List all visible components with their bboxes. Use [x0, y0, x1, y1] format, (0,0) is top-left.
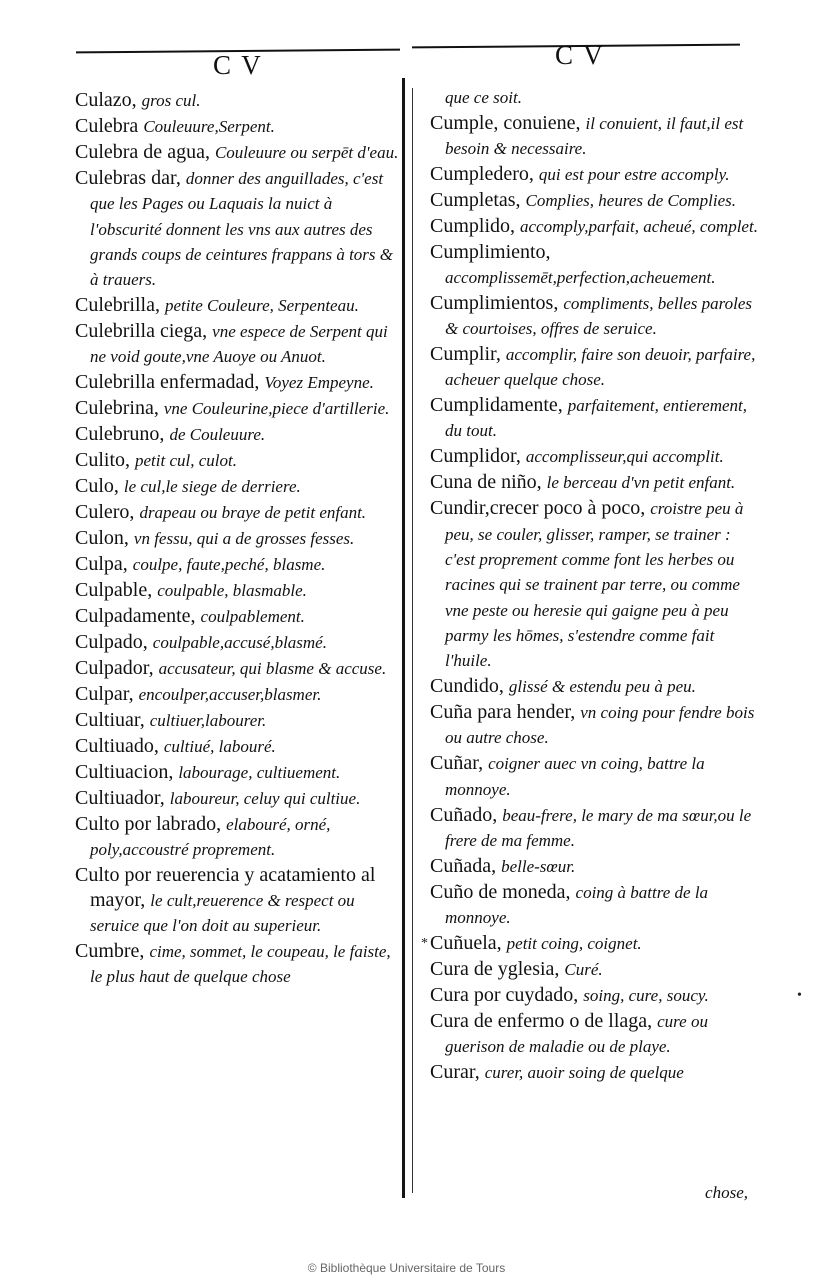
translation: coulpable, blasmable.: [157, 581, 307, 601]
headword: Culebrilla,: [75, 294, 165, 317]
translation: accomply,parfait, acheué, complet.: [520, 217, 758, 237]
headword: Cumplir,: [430, 342, 506, 365]
translation: Curé.: [564, 960, 603, 980]
translation: cime, sommet, le coupeau, le faiste, le plus haut de quelque chose: [90, 941, 391, 987]
headword: Culebra: [75, 114, 144, 137]
translation: beau-frere, le mary de ma sœur,ou le frere de ma femme.: [445, 805, 752, 850]
headword: Cuñar,: [430, 752, 489, 775]
translation: accomplissemēt,perfection,acheuement.: [445, 267, 716, 287]
right-column: [430, 86, 760, 1086]
dictionary-entry: [430, 803, 760, 854]
headword: Cumplimientos,: [430, 291, 564, 314]
dictionary-entry: [75, 293, 405, 318]
dictionary-entry: [430, 957, 760, 982]
dictionary-entry: [75, 422, 405, 447]
dictionary-entry: [430, 674, 760, 699]
dictionary-entry: [430, 214, 760, 239]
headword: Culebrina,: [75, 397, 164, 420]
translation: soing, cure, soucy.: [583, 986, 709, 1006]
headword: Culpable,: [75, 579, 158, 602]
dictionary-entry: [75, 578, 405, 603]
dictionary-entry: [430, 854, 760, 879]
dictionary-entry: [75, 552, 405, 577]
translation: gros cul.: [141, 91, 201, 110]
headword: Culpador,: [75, 657, 159, 680]
translation: vne espece de Serpent qui ne void goute,vne Auoye ou Anuot.: [90, 322, 388, 367]
dictionary-entry: [430, 983, 760, 1008]
translation: le cult,reuerence & respect ou seruice que l'on doit au superieur.: [90, 890, 355, 935]
headword: Culebrilla ciega,: [75, 320, 213, 343]
translation: glissé & estendu peu à peu.: [508, 677, 696, 697]
dictionary-entry: [75, 396, 405, 421]
dictionary-entry: [75, 166, 405, 292]
translation: qui est pour estre accomply.: [538, 165, 730, 185]
dictionary-entry: [75, 863, 405, 938]
dictionary-entry: [75, 474, 405, 499]
translation: petit cul, culot.: [135, 451, 237, 471]
headword: Cuño de moneda,: [430, 880, 576, 903]
dictionary-entry: [430, 470, 760, 495]
headword: Culebra de agua,: [75, 140, 215, 163]
headword: Culpa,: [75, 553, 133, 576]
headword: Cumple, conuiene,: [430, 111, 586, 134]
running-head-left: C V: [213, 50, 263, 80]
translation: Complies, heures de Complies.: [525, 191, 736, 211]
translation: belle-sœur.: [501, 856, 576, 876]
headword: Cuñado,: [430, 803, 503, 826]
headword: Cumplidor,: [430, 445, 526, 468]
translation: accomplir, faire son deuoir, parfaire, acheuer quelque chose.: [445, 344, 756, 390]
headword: Cultiuar,: [75, 709, 150, 732]
headword: Culebrilla enfermadad,: [75, 371, 265, 394]
headword: Cultiuador,: [75, 787, 170, 810]
headword: Cumplimiento,: [430, 241, 551, 264]
translation: coulpe, faute,peché, blasme.: [132, 555, 326, 575]
headword: Culebruno,: [75, 423, 170, 446]
dictionary-entry: [75, 319, 405, 370]
translation: cultiué, labouré.: [163, 737, 276, 757]
left-column: [75, 88, 405, 990]
dictionary-entry: [430, 162, 760, 187]
headword: Cumpletas,: [430, 189, 526, 212]
headword: Cundido,: [430, 675, 509, 698]
headword: Culazo,: [75, 89, 142, 111]
headword: Cuñuela,: [430, 932, 507, 955]
translation: coigner auec vn coing, battre la monnoye.: [445, 754, 705, 799]
headword: Culpado,: [75, 631, 153, 654]
dictionary-entry: [75, 370, 405, 395]
dictionary-entry: [430, 1060, 760, 1085]
translation: petite Couleure, Serpenteau.: [164, 296, 359, 316]
dictionary-entry: [75, 812, 405, 863]
translation: parfaitement, entierement, du tout.: [445, 396, 748, 441]
translation: le berceau d'vn petit enfant.: [546, 473, 736, 493]
dictionary-entry: [75, 140, 405, 165]
headword: Cuna de niño,: [430, 471, 547, 494]
translation: cure ou guerison de maladie ou de playe.: [445, 1012, 708, 1057]
dictionary-entry: [430, 291, 760, 342]
translation: curer, auoir soing de quelque: [484, 1063, 684, 1083]
headword: Cuñada,: [430, 854, 502, 877]
dictionary-entry: [75, 939, 405, 990]
dictionary-entry: [75, 500, 405, 525]
headword: Culpadamente,: [75, 605, 201, 628]
headword: Cumbre,: [75, 939, 150, 962]
dictionary-entry: [75, 448, 405, 473]
translation: cultiuer,labourer.: [149, 711, 267, 731]
translation: Couleuure ou serpēt d'eau.: [214, 142, 399, 162]
headword: Cuña para hender,: [430, 701, 581, 724]
translation: vne Couleurine,piece d'artillerie.: [163, 399, 390, 419]
headword: Curar,: [430, 1061, 485, 1084]
translation: Voyez Empeyne.: [264, 373, 374, 393]
headword: Culebras dar,: [75, 166, 186, 189]
dictionary-entry: [75, 88, 405, 113]
dictionary-entry: [75, 708, 405, 733]
dictionary-entry: [430, 931, 760, 956]
translation: Couleuure,Serpent.: [143, 116, 275, 136]
margin-mark: *: [421, 936, 428, 951]
dictionary-entry: [75, 656, 405, 681]
translation: laboureur, celuy qui cultiue.: [169, 789, 361, 809]
translation: croistre peu à peu, se couler, glisser, ramper, se trainer : c'est proprement comme font les herbes ou racines qui se trainent par terre, ou comme vne peste ou heresie qui gaigne peu à peu parmy les hōmes, s'estendre comme fait l'huile.: [445, 499, 744, 671]
dictionary-entry: [430, 393, 760, 444]
translation: vn fessu, qui a de grosses fesses.: [133, 529, 355, 549]
catchword: chose,: [705, 1183, 748, 1202]
dictionary-entry: [430, 1009, 760, 1060]
dictionary-entry: [430, 700, 760, 751]
headword: Cumplidamente,: [430, 394, 568, 417]
headword: Cultiuado,: [75, 735, 164, 758]
running-head-right: C V: [555, 40, 605, 70]
translation: coing à battre de la monnoye.: [445, 882, 709, 928]
headword: Cura de yglesia,: [430, 958, 565, 981]
dictionary-entry: [75, 604, 405, 629]
headword: Cundir,crecer poco à poco,: [430, 497, 651, 520]
translation: drapeau ou braye de petit enfant.: [139, 503, 367, 523]
headword: Culon,: [75, 527, 134, 550]
headword: Culero,: [75, 501, 140, 524]
column-divider-thin: [412, 88, 413, 1193]
translation: elabouré, orné, poly,accoustré proprement.: [90, 815, 331, 860]
dictionary-entry: [430, 751, 760, 802]
dictionary-entry: [430, 880, 760, 931]
footer-credit: © Bibliothèque Universitaire de Tours: [307, 1261, 506, 1275]
dictionary-entry: [430, 496, 760, 673]
translation: le cul,le siege de derriere.: [123, 477, 301, 497]
dictionary-entry: [75, 630, 405, 655]
translation: labourage, cultiuement.: [178, 763, 341, 783]
headword: Culto por labrado,: [75, 813, 227, 836]
dictionary-entry: [75, 526, 405, 551]
dictionary-entry: [75, 682, 405, 707]
headword: Cumpledero,: [430, 163, 539, 186]
translation: encoulper,accuser,blasmer.: [138, 685, 322, 705]
headword: Cumplido,: [430, 215, 521, 238]
dictionary-entry: [75, 760, 405, 785]
headword: Cura por cuydado,: [430, 984, 584, 1007]
dictionary-entry: [75, 786, 405, 811]
headword: Cultiuacion,: [75, 761, 179, 784]
headword: Culpar,: [75, 683, 139, 706]
translation: coulpable,accusé,blasmé.: [152, 633, 327, 653]
continued-entry: que ce soit.: [445, 88, 522, 107]
dictionary-entry: [430, 240, 760, 290]
headword: Culito,: [75, 449, 136, 472]
headword: Culto por reuerencia y acatamiento al mayor,: [75, 864, 376, 911]
dictionary-entry: [75, 114, 405, 139]
headword: Culo,: [75, 475, 124, 498]
translation: il conuient, il faut,il est besoin & necessaire.: [445, 113, 744, 159]
translation: compliments, belles paroles & courtoises, offres de seruice.: [445, 293, 753, 338]
translation: petit coing, coignet.: [506, 934, 642, 954]
dictionary-entry: [430, 188, 760, 213]
translation: accusateur, qui blasme & accuse.: [158, 659, 387, 679]
translation: coulpablement.: [200, 607, 305, 627]
dictionary-entry: [430, 444, 760, 469]
headword: Cura de enfermo o de llaga,: [430, 1010, 658, 1033]
translation: accomplisseur,qui accomplit.: [525, 447, 724, 467]
margin-mark: •: [797, 988, 802, 1003]
dictionary-entry: [430, 342, 760, 393]
translation: vn coing pour fendre bois ou autre chose.: [445, 703, 755, 748]
translation: donner des anguillades, c'est que les Pages ou Laquais la nuict à l'obscurité donnent les vns aux autres des grands coups de ceintures frappans à tors & à trauers.: [90, 168, 394, 290]
translation: de Couleuure.: [169, 425, 266, 445]
dictionary-entry: [430, 111, 760, 162]
dictionary-entry: [75, 734, 405, 759]
